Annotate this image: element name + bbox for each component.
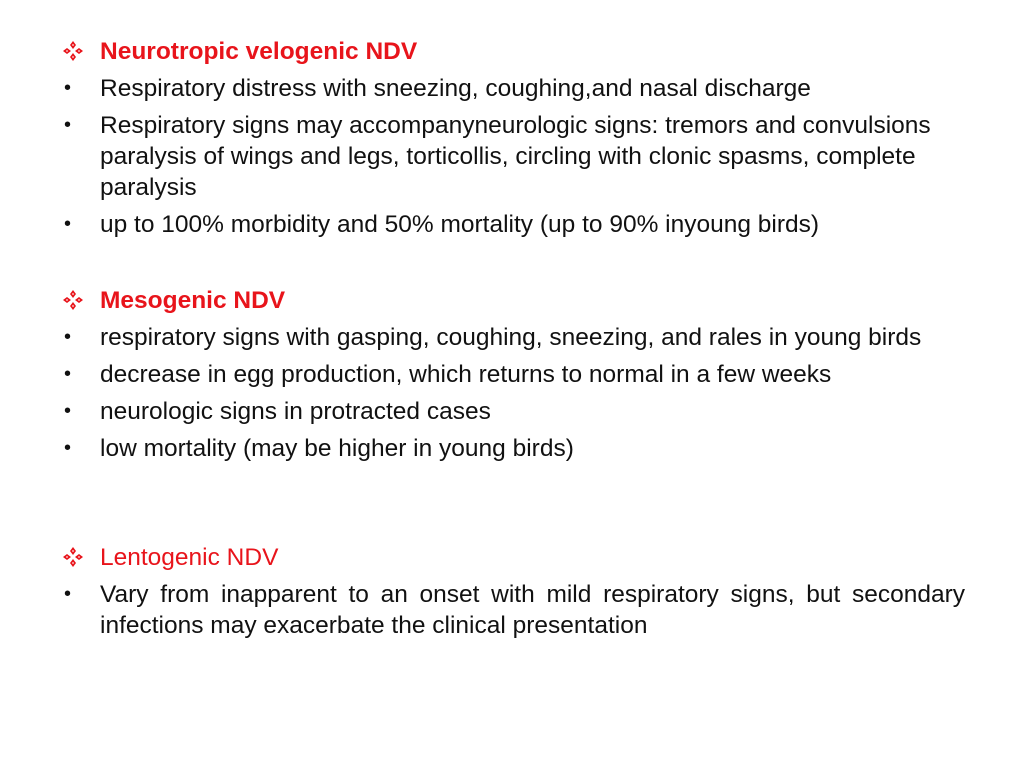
list-item-text: up to 100% morbidity and 50% mortality (up to 90% inyoung birds) [100, 211, 820, 238]
heading-text: Lentogenic NDV [100, 544, 279, 571]
list-item-text: respiratory signs with gasping, coughing, sneezing, and rales in young birds [100, 324, 922, 351]
list-item-text: Vary from inapparent to an onset with mild respiratory signs, but secondary infections may exacerbate the clinical presentation [100, 581, 965, 639]
list-item [60, 73, 965, 104]
bullet-dot-icon: • [64, 77, 72, 99]
list-item-text: neurologic signs in protracted cases [100, 398, 491, 425]
list-item-text: Respiratory signs may accompanyneurologic signs: tremors and convulsions paralysis of wings and legs, torticollis, circling with clonic spasms, complete paralysis [100, 112, 931, 201]
list-item [60, 359, 965, 390]
list-item [60, 209, 965, 240]
bullet-dot-icon: • [64, 114, 72, 136]
bullet-dot-icon: • [64, 363, 72, 385]
list-item [60, 433, 965, 464]
list-item [60, 396, 965, 427]
list-item-text: decrease in egg production, which returns to normal in a few weeks [100, 361, 832, 388]
bullet-dot-icon: • [64, 583, 72, 605]
section-heading [60, 285, 965, 316]
diamond-quad-icon [62, 40, 84, 62]
section-heading [60, 542, 965, 573]
bullet-dot-icon: • [64, 326, 72, 348]
list-item-text: Respiratory distress with sneezing, coughing,and nasal discharge [100, 75, 811, 102]
heading-text: Neurotropic velogenic NDV [100, 38, 418, 65]
list-item [60, 110, 965, 203]
diamond-quad-icon [62, 546, 84, 568]
section-lentogenic [60, 542, 965, 641]
section-heading [60, 36, 965, 67]
list-item-text: low mortality (may be higher in young birds) [100, 435, 574, 462]
section-neurotropic [60, 36, 965, 240]
list-item [60, 579, 965, 641]
bullet-dot-icon: • [64, 400, 72, 422]
section-mesogenic [60, 285, 965, 464]
diamond-quad-icon [62, 289, 84, 311]
heading-text: Mesogenic NDV [100, 287, 286, 314]
bullet-dot-icon: • [64, 213, 72, 235]
bullet-dot-icon: • [64, 437, 72, 459]
list-item [60, 322, 965, 353]
